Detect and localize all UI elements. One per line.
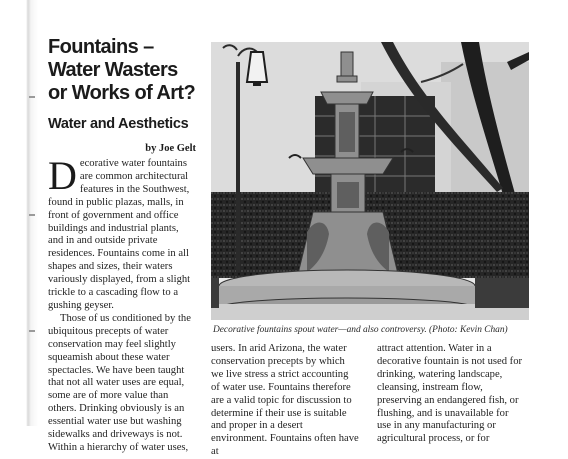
headline-line: Fountains – [48, 36, 154, 58]
article-body-col3 [377, 343, 525, 446]
paragraph: Those of us conditioned by the ubiquitous precepts of water conservation may feel slightly squeamish about these water spectacles. We have been taught that not all water uses are equal, some are of more value than others. Drinking obviously is an essential water use but washing sidewalks and driveways is not. Within a hierarchy of water uses, [48, 312, 191, 453]
paragraph: attract attention. Water in a decorative fountain is not used for drinking, watering landscape, cleansing, instream flow, preserving an endangered fish, or flushing, and is unavailable for use in any manufacturing or agricultural process, or for [377, 343, 523, 445]
article-body-col2 [211, 343, 359, 459]
fountain-photo [211, 42, 529, 320]
scan-mark [29, 330, 35, 332]
scan-edge [0, 0, 40, 426]
subheading: Water and Aesthetics [48, 116, 189, 132]
paragraph-text: ecorative water fountains are common architectural features in the Southwest, found in public plazas, malls, in front of government and office buildings and industrial plants, and in and outside private residences. Fountains come in all shapes and sizes, their waters variously displayed, from a slight trickle to a cascading flow to a gushing geyser. [48, 158, 191, 311]
fountain-photo-graphic [211, 42, 529, 320]
byline: by Joe Gelt [145, 143, 196, 154]
photo-caption: Decorative fountains spout water—and also controversy. (Photo: Kevin Chan) [213, 325, 508, 335]
scan-mark [29, 96, 35, 98]
headline-line: or Works of Art? [48, 82, 196, 104]
dropcap-letter: D [48, 153, 77, 198]
headline [48, 36, 196, 105]
scan-mark [29, 214, 35, 216]
headline-line: Water Wasters [48, 59, 178, 81]
paragraph: users. In arid Arizona, the water conservation precepts by which we live stress a strict accounting of water use. Fountains therefore are a valid topic for discussion to determine if their use is suitable and proper in a desert environment. Fountains often have at [211, 343, 359, 458]
paragraph [48, 153, 196, 313]
article-body-col1 [48, 153, 196, 455]
left-column [48, 36, 196, 455]
